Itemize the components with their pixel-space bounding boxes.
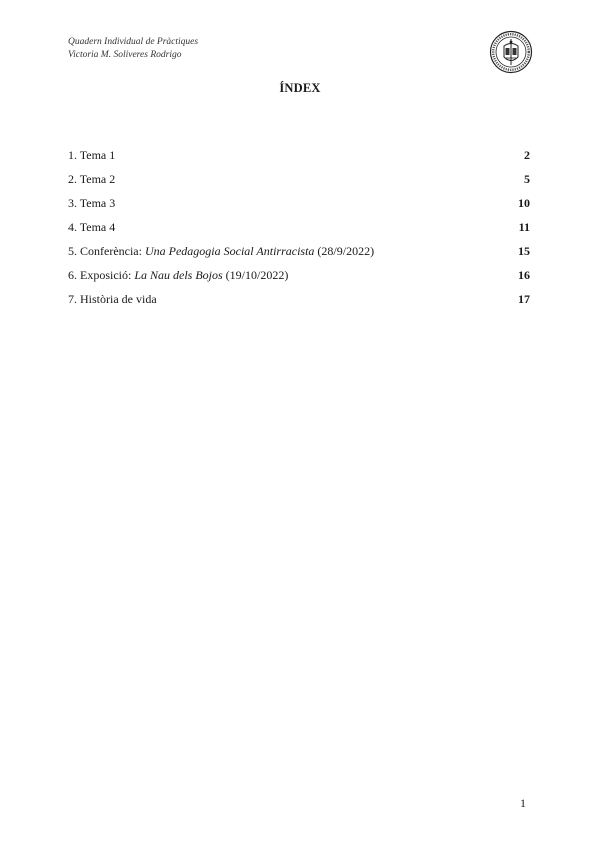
page-title: ÍNDEX (279, 81, 321, 95)
toc-entry-prefix: 2. Tema 2 (68, 172, 116, 186)
toc-entry-page-number: 10 (518, 196, 530, 210)
toc-entry-label (68, 217, 115, 237)
toc-entry[interactable] (68, 265, 530, 289)
document-header (68, 36, 198, 62)
toc-entry-page-number: 5 (524, 172, 530, 186)
toc-entry-prefix: 3. Tema 3 (68, 196, 116, 210)
toc-entry-prefix: 5. Conferència: (68, 244, 145, 258)
toc-entry[interactable] (68, 193, 530, 217)
university-seal-icon (489, 30, 533, 74)
toc-entry-page-number: 16 (518, 268, 530, 282)
toc-entry-page-number: 15 (518, 244, 530, 258)
toc-entry[interactable] (68, 241, 530, 265)
page-number: 1 (520, 796, 526, 810)
table-of-contents (68, 145, 530, 313)
toc-entry-page-number: 17 (518, 292, 530, 306)
toc-entry-label (68, 289, 157, 309)
toc-entry-page-number: 2 (524, 148, 530, 162)
toc-entry[interactable] (68, 289, 530, 313)
toc-entry-label (68, 169, 115, 189)
toc-entry-prefix: 7. Història de vida (68, 292, 157, 306)
toc-entry-emphasis: La Nau dels Bojos (134, 268, 223, 282)
toc-entry-emphasis: Una Pedagogia Social Antirracista (144, 244, 315, 258)
toc-entry-prefix: 6. Exposició: (68, 268, 135, 282)
toc-entry-label (68, 265, 288, 285)
toc-entry-suffix: (19/10/2022) (222, 268, 289, 282)
toc-entry-page-number: 11 (518, 220, 530, 234)
toc-entry[interactable] (68, 145, 530, 169)
toc-entry-label (68, 241, 374, 261)
header-course-title: Quadern Individual de Pràctiques (68, 37, 199, 47)
toc-entry[interactable] (68, 169, 530, 193)
header-author-name: Victoria M. Soliveres Rodrigo (68, 50, 182, 60)
toc-entry-label (68, 145, 115, 165)
toc-entry-suffix: (28/9/2022) (314, 244, 375, 258)
toc-entry[interactable] (68, 217, 530, 241)
toc-entry-prefix: 1. Tema 1 (68, 148, 116, 162)
toc-entry-prefix: 4. Tema 4 (68, 220, 116, 234)
toc-entry-label (68, 193, 115, 213)
